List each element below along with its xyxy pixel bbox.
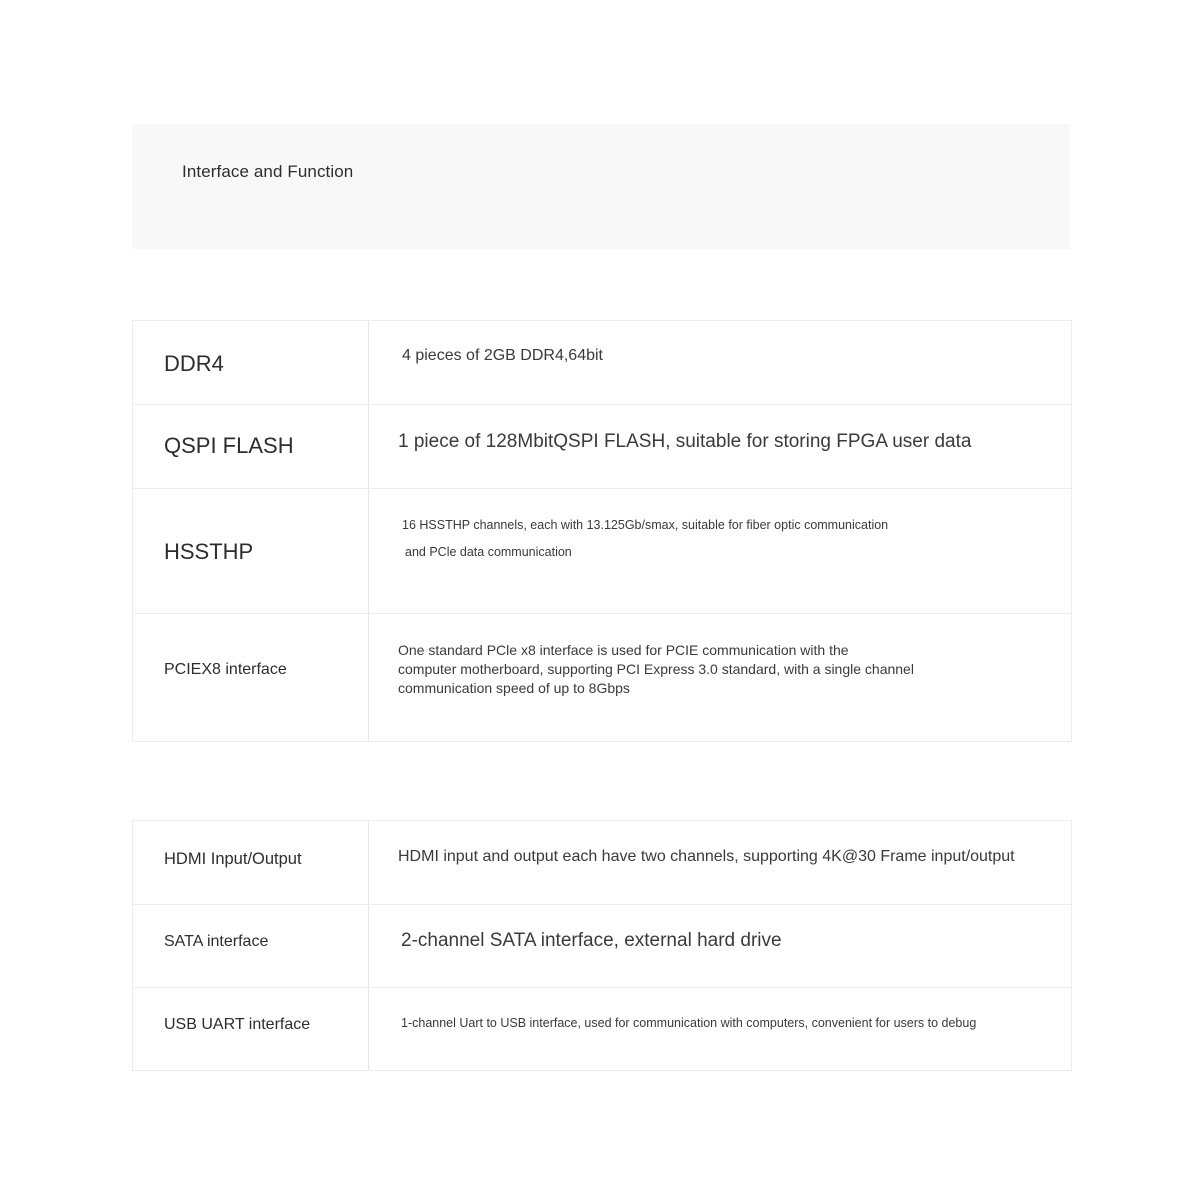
- column-divider: [368, 405, 369, 488]
- column-divider: [368, 321, 369, 404]
- spec-label: USB UART interface: [164, 1016, 311, 1033]
- spec-row-sata: [133, 905, 1071, 988]
- section-header: [132, 124, 1070, 249]
- section-title: Interface and Function: [182, 162, 354, 181]
- column-divider: [368, 614, 369, 741]
- column-divider: [368, 821, 369, 904]
- spec-description: 1-channel Uart to USB interface, used for communication with computers, convenient for users to debug: [401, 1016, 977, 1030]
- spec-row-hdmi: [133, 821, 1071, 905]
- column-divider: [368, 905, 369, 987]
- column-divider: [368, 489, 369, 613]
- spec-label: SATA interface: [164, 933, 269, 950]
- spec-description-line: computer motherboard, supporting PCI Express 3.0 standard, with a single channel: [398, 661, 914, 677]
- spec-row-pciex8: [133, 614, 1071, 742]
- spec-label: HSSTHP: [164, 539, 254, 564]
- spec-description-line: 16 HSSTHP channels, each with 13.125Gb/smax, suitable for fiber optic communication: [402, 518, 889, 532]
- spec-label: HDMI Input/Output: [164, 850, 302, 868]
- spec-label: QSPI FLASH: [164, 433, 294, 458]
- spec-table-1: [132, 320, 1072, 742]
- spec-description-line: One standard PCle x8 interface is used for PCIE communication with the: [398, 642, 849, 658]
- spec-label: PCIEX8 interface: [164, 661, 287, 678]
- spec-table-2: [132, 820, 1072, 1071]
- spec-row-qspi-flash: [133, 405, 1071, 489]
- spec-row-hssthp: [133, 489, 1071, 614]
- spec-description: 4 pieces of 2GB DDR4,64bit: [402, 347, 603, 364]
- spec-description-line: communication speed of up to 8Gbps: [398, 680, 630, 696]
- spec-description: 1 piece of 128MbitQSPI FLASH, suitable for storing FPGA user data: [398, 431, 972, 452]
- spec-label: DDR4: [164, 351, 224, 376]
- spec-description: HDMI input and output each have two channels, supporting 4K@30 Frame input/output: [398, 848, 1015, 865]
- spec-description-line: and PCle data communication: [405, 545, 572, 559]
- spec-row-ddr4: [133, 321, 1071, 405]
- spec-row-usb-uart: [133, 988, 1071, 1071]
- spec-description: 2-channel SATA interface, external hard drive: [401, 930, 782, 951]
- column-divider: [368, 988, 369, 1070]
